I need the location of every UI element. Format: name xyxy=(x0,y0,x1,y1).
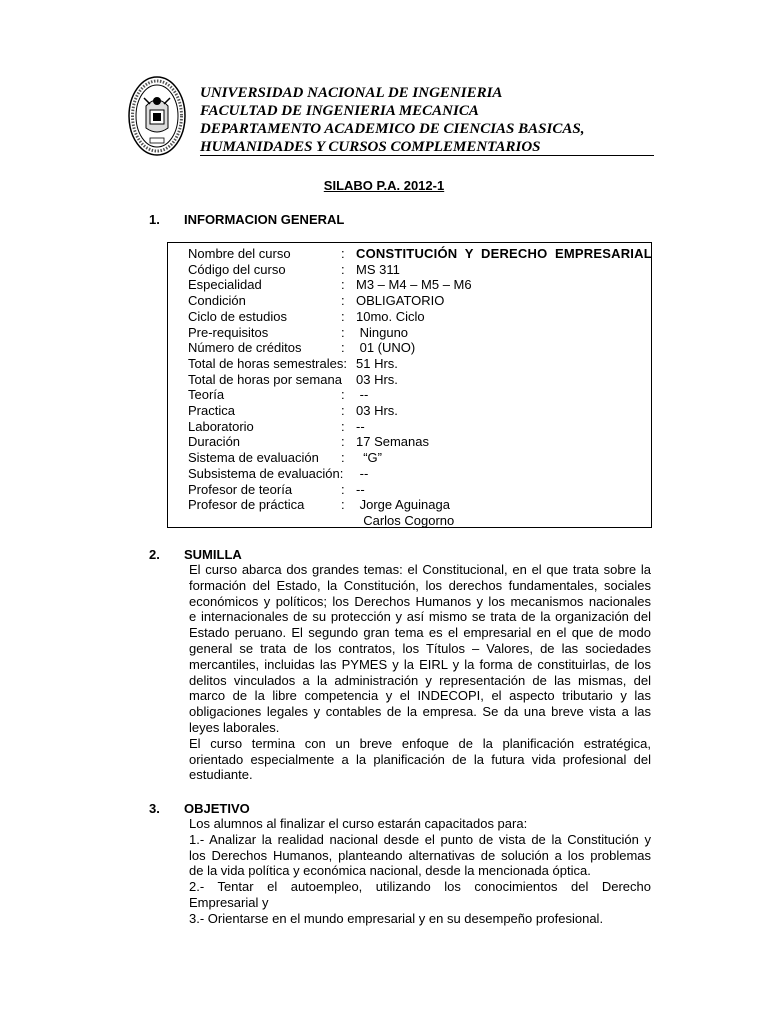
info-colon: : xyxy=(341,418,345,434)
info-value: CONSTITUCIÓN Y DERECHO EMPRESARIAL xyxy=(356,246,652,261)
info-label: Código del curso xyxy=(188,261,286,277)
info-label: Profesor de teoría xyxy=(188,481,293,497)
info-label: Pre-requisitos xyxy=(188,324,269,340)
objetivo-line: 2.- Tentar el autoempleo, utilizando los conocimientos del Derecho xyxy=(189,879,651,895)
info-value: 51 Hrs. xyxy=(356,355,398,371)
section-number: 3. xyxy=(149,801,160,816)
section-title-objetivo: OBJETIVO xyxy=(184,801,250,816)
header-line-university: UNIVERSIDAD NACIONAL DE INGENIERIA xyxy=(200,85,503,101)
info-colon: : xyxy=(341,246,345,261)
info-label: Total de horas por semana xyxy=(188,371,342,387)
sumilla-line: obligaciones legales y contables de la empresa. Se da una breve vista a las xyxy=(189,704,651,720)
objetivo-line: 3.- Orientarse en el mundo empresarial y en su desempeño profesional. xyxy=(189,910,604,926)
sumilla-line: Estado peruano. El segundo gran tema es el empresarial en el que de modo xyxy=(189,625,651,641)
info-value: -- xyxy=(356,418,365,434)
info-label: Practica xyxy=(188,403,235,418)
objetivo-line: los Derechos Humanos, planteando alternativas de solución a los problemas xyxy=(189,847,651,863)
info-label: Número de créditos xyxy=(188,340,302,356)
course-info-box xyxy=(167,242,652,528)
info-label: Duración xyxy=(188,434,241,450)
info-value: MS 311 xyxy=(356,261,400,277)
info-value: 03 Hrs. xyxy=(356,371,398,387)
sumilla-line: delitos vinculados a la administración y representación de las mismas, del xyxy=(189,672,651,688)
info-colon: : xyxy=(341,497,345,513)
info-label: Profesor de práctica xyxy=(188,497,305,513)
header-line-department-cont: HUMANIDADES Y CURSOS COMPLEMENTARIOS xyxy=(200,139,541,155)
objetivo-paragraph xyxy=(189,816,651,927)
section-title-sumilla: SUMILLA xyxy=(184,547,242,562)
info-colon: : xyxy=(341,261,345,277)
header-line-department: DEPARTAMENTO ACADEMICO DE CIENCIAS BASICAS, xyxy=(200,121,585,137)
info-colon: : xyxy=(341,434,345,450)
info-label: Nombre del curso xyxy=(188,246,291,261)
sumilla-line: económicos y políticos; los Derechos Humanos y los mecanismos nacionales xyxy=(189,593,651,609)
info-colon: : xyxy=(341,308,345,324)
info-label: Total de horas semestrales: xyxy=(188,355,347,371)
sumilla-line: marco de la libre competencia y el INDECOPI, el aspecto tributario y las xyxy=(189,688,651,704)
info-value: 01 (UNO) xyxy=(356,340,416,356)
info-label: Ciclo de estudios xyxy=(188,308,287,324)
info-value: -- xyxy=(356,481,365,497)
sumilla-line: El curso termina con un breve enfoque de la planificación estratégica, xyxy=(189,735,651,751)
info-colon: : xyxy=(341,450,345,466)
objetivo-line: 1.- Analizar la realidad nacional desde el punto de vista de la Constitución y xyxy=(189,831,651,847)
document-title: SILABO P.A. 2012-1 xyxy=(323,178,445,193)
info-value: Ninguno xyxy=(356,324,409,340)
info-label: Especialidad xyxy=(188,277,262,293)
sumilla-line: leyes laborales. xyxy=(189,719,280,735)
institution-header xyxy=(200,84,655,156)
section-number: 2. xyxy=(149,547,160,562)
sumilla-line: orientado especialmente a la planificación de la futura vida profesional del xyxy=(189,751,651,767)
university-seal-icon xyxy=(128,76,186,156)
info-value: OBLIGATORIO xyxy=(356,293,445,309)
info-colon: : xyxy=(341,293,345,309)
sumilla-paragraph xyxy=(189,562,651,783)
header-divider xyxy=(200,155,654,156)
info-value: Jorge Aguinaga xyxy=(356,497,450,513)
sumilla-line: mercantiles, incluidas las PYMES y la EIRL y la forma de constituirlas, de los xyxy=(189,656,651,672)
section-title-info: INFORMACION GENERAL xyxy=(184,212,345,227)
info-value: “G” xyxy=(356,450,382,466)
objetivo-line: Los alumnos al finalizar el curso estarán capacitados para: xyxy=(189,816,528,831)
info-value: 10mo. Ciclo xyxy=(356,308,425,324)
info-value: M3 – M4 – M5 – M6 xyxy=(356,277,472,293)
info-colon: : xyxy=(341,340,345,356)
section-number: 1. xyxy=(149,212,160,227)
info-value: 17 Semanas xyxy=(356,434,429,450)
info-value: -- xyxy=(356,387,369,403)
info-label: Sistema de evaluación xyxy=(188,450,319,466)
info-label: Condición xyxy=(188,293,246,309)
info-value: -- xyxy=(356,465,369,481)
info-colon: : xyxy=(341,324,345,340)
header-line-faculty: FACULTAD DE INGENIERIA MECANICA xyxy=(200,103,479,119)
info-colon: : xyxy=(341,403,345,418)
info-colon: : xyxy=(341,481,345,497)
sumilla-line: El curso abarca dos grandes temas: el Constitucional, en el que trata sobre la xyxy=(189,562,651,577)
sumilla-line: estudiante. xyxy=(189,767,253,783)
info-label: Laboratorio xyxy=(188,418,254,434)
sumilla-line: formación del Estado, la Constitución, los derechos fundamentales, sociales xyxy=(189,577,651,593)
sumilla-line: e internacionales de su protección y así mismo se trata de la organización del xyxy=(189,609,651,625)
objetivo-line: de la vida política y económica nacional, desde la mencionada óptica. xyxy=(189,863,591,879)
sumilla-line: general se trata de los contratos, los Títulos – Valores, de las sociedades xyxy=(189,640,651,656)
info-label: Teoría xyxy=(188,387,225,403)
info-label: Subsistema de evaluación: xyxy=(188,465,344,481)
objetivo-line: Empresarial y xyxy=(189,894,269,910)
info-colon: : xyxy=(341,387,345,403)
info-value: Carlos Cogorno xyxy=(356,512,455,528)
info-value: 03 Hrs. xyxy=(356,403,398,418)
info-colon: : xyxy=(341,277,345,293)
